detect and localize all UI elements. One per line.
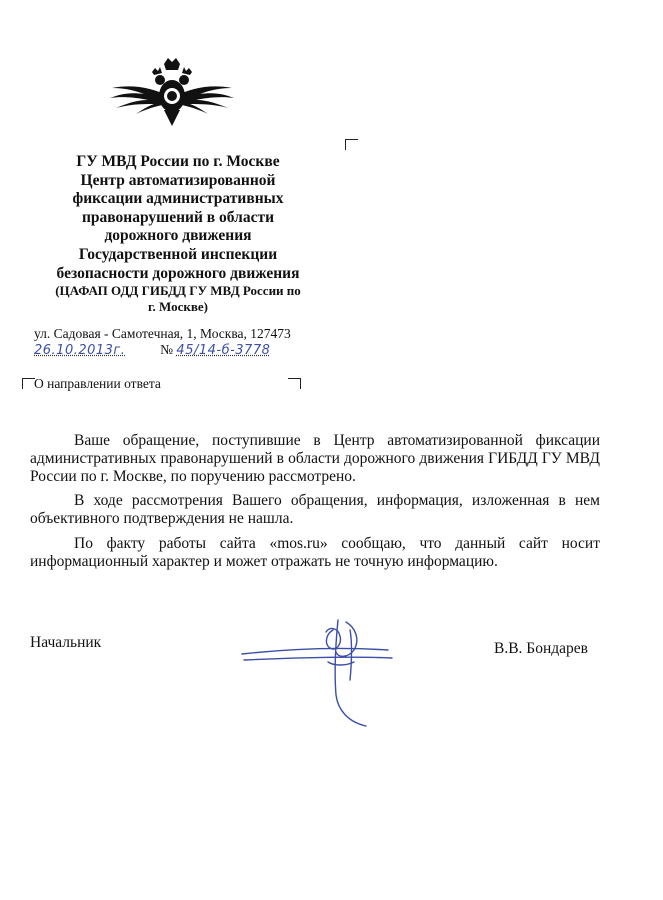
header-abbr-line: г. Москве) xyxy=(148,299,208,315)
header-line: Центр автоматизированной xyxy=(80,171,276,189)
header-line: ГУ МВД России по г. Москве xyxy=(76,153,280,170)
reference-number-label: № xyxy=(160,342,174,357)
body-paragraph: По факту работы сайта «mos.ru» сообщаю, что данный сайт носит информационный характер и может отражать не точную информацию. xyxy=(30,534,600,570)
sender-header xyxy=(28,153,328,315)
letter-body xyxy=(30,432,600,578)
double-headed-eagle-emblem-icon xyxy=(108,58,236,128)
address-corner-mark xyxy=(345,139,358,150)
letter-subject: О направлении ответа xyxy=(34,376,161,391)
header-line: правонарушений в области xyxy=(81,208,275,226)
signatory-name: В.В. Бондарев xyxy=(494,640,588,657)
header-abbr-line: (ЦАФАП ОДД ГИБДД ГУ МВД России по xyxy=(55,283,301,299)
body-paragraph: Ваше обращение, поступившие в Центр автоматизированной фиксации административных правонарушений в области дорожного движения ГИБДД ГУ МВД России по г. Москве, по поручению рассмотрено. xyxy=(30,432,600,485)
sender-address: ул. Садовая - Самотечная, 1, Москва, 127473 xyxy=(34,326,291,341)
reference-number: 45/14-б-3778 xyxy=(176,343,271,358)
signatory-title: Начальник xyxy=(30,634,102,651)
subject-corner-mark xyxy=(288,378,301,389)
header-line: Государственной инспекции xyxy=(78,245,278,263)
handwritten-signature-icon xyxy=(238,600,398,730)
reference-line xyxy=(34,342,270,358)
header-line: безопасности дорожного движения xyxy=(56,264,300,282)
header-line: фиксации административных xyxy=(72,190,284,208)
reference-date: 26.10.2013г. xyxy=(34,343,126,358)
body-paragraph: В ходе рассмотрения Вашего обращения, информация, изложенная в нем объективного подтверждения не нашла. xyxy=(30,492,600,528)
header-line: дорожного движения xyxy=(104,227,252,245)
